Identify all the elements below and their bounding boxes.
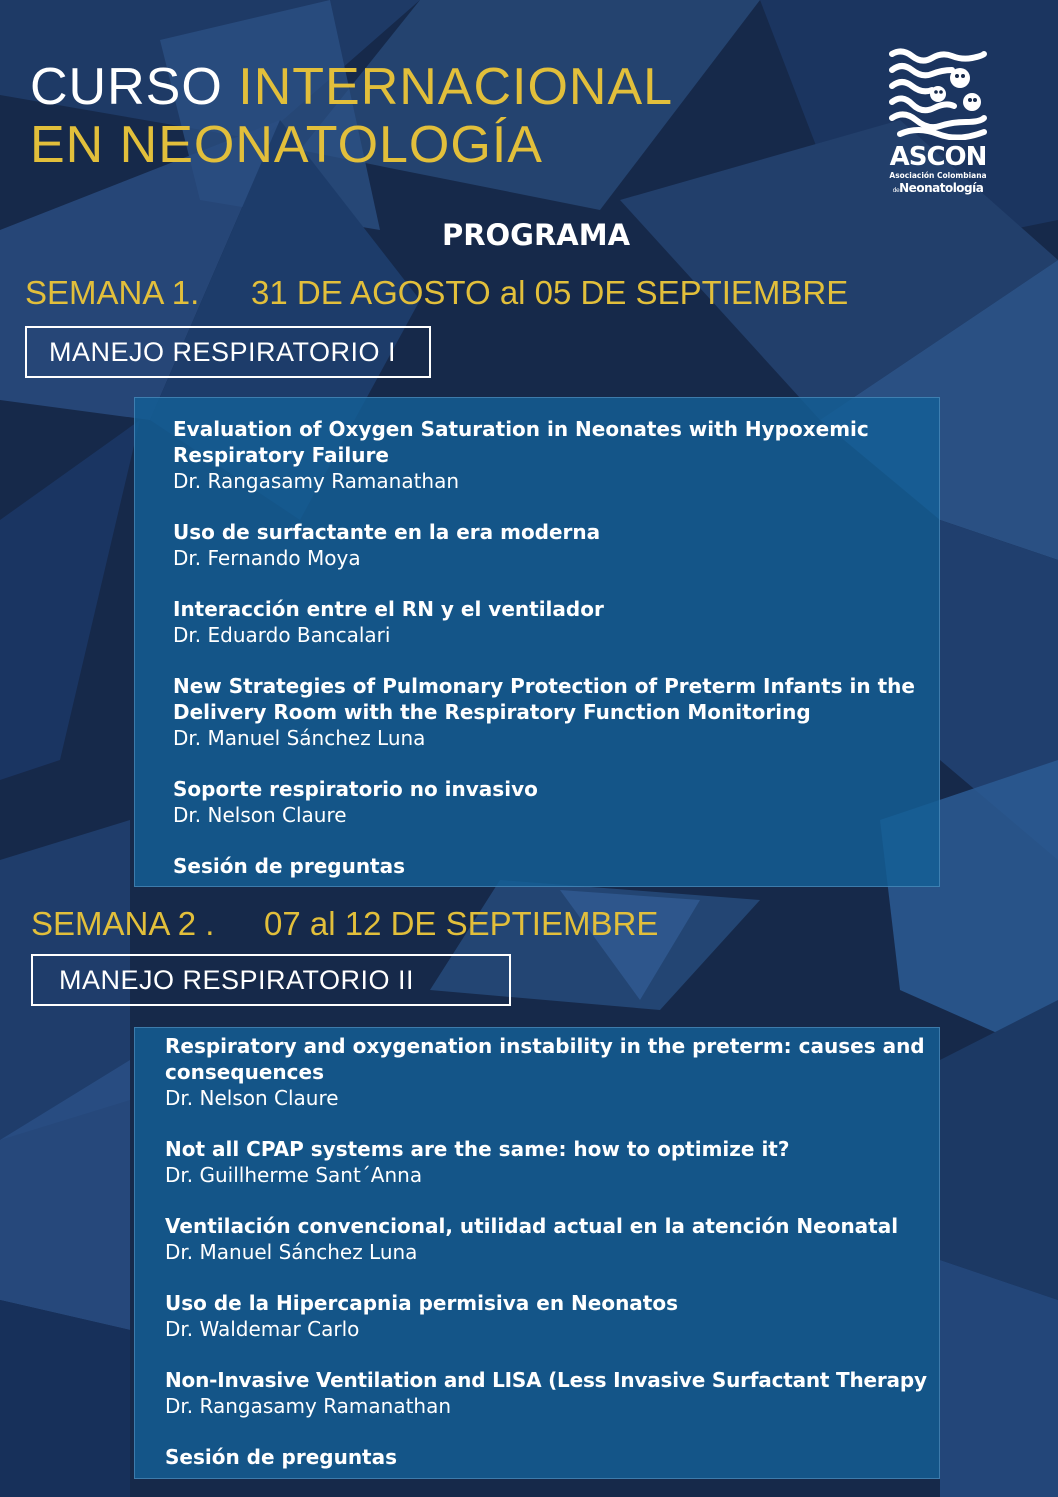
week-2-dates: 07 al 12 DE SEPTIEMBRE: [264, 905, 659, 942]
week-1-label: SEMANA 1.: [25, 274, 200, 311]
session-title: Respiratory and oxygenation instability in the preterm: causes and consequences: [165, 1034, 925, 1084]
session-speaker: Dr. Fernando Moya: [173, 546, 361, 570]
session-title: Not all CPAP systems are the same: how to optimize it?: [165, 1137, 790, 1161]
week-2-sessions-panel: [134, 1027, 940, 1479]
logo-name: ASCON: [889, 142, 987, 172]
session-title: Interacción entre el RN y el ventilador: [173, 597, 604, 621]
session-item: [173, 673, 919, 751]
session-speaker: Dr. Eduardo Bancalari: [173, 623, 391, 647]
session-item: [173, 596, 919, 648]
session-item: [165, 1136, 929, 1188]
session-speaker: Dr. Nelson Claure: [173, 803, 347, 827]
week-1-dates: 31 DE AGOSTO al 05 DE SEPTIEMBRE: [251, 274, 849, 311]
title-line-neonatologia: EN NEONATOLOGÍA: [30, 116, 543, 174]
session-title: Uso de la Hipercapnia permisiva en Neonatos: [165, 1291, 679, 1315]
course-title: [30, 58, 673, 174]
session-title: Non-Invasive Ventilation and LISA (Less Invasive Surfactant Therapy: [165, 1368, 927, 1392]
session-item: [165, 1033, 929, 1111]
session-item: [173, 416, 919, 494]
session-speaker: Dr. Manuel Sánchez Luna: [173, 726, 426, 750]
logo-subtitle-line1: Asociación Colombiana: [889, 171, 987, 180]
session-title: Sesión de preguntas: [165, 1445, 398, 1469]
session-item: [165, 1367, 929, 1419]
week-1-topic-box: MANEJO RESPIRATORIO I: [25, 326, 431, 378]
session-item: [173, 853, 919, 879]
week-1-heading: [25, 274, 865, 314]
session-speaker: Dr. Waldemar Carlo: [165, 1317, 360, 1341]
session-item: [165, 1213, 929, 1265]
logo-subtitle-prefix: de: [892, 187, 900, 194]
session-item: [173, 519, 919, 571]
logo-subtitle-line2: [888, 181, 988, 195]
session-speaker: Dr. Rangasamy Ramanathan: [165, 1394, 452, 1418]
session-speaker: Dr. Manuel Sánchez Luna: [165, 1240, 418, 1264]
session-title: New Strategies of Pulmonary Protection of Preterm Infants in the Delivery Room with the Respiratory Function Monitoring: [173, 674, 915, 724]
program-heading: PROGRAMA: [441, 218, 631, 252]
babies-in-waves-icon: [888, 48, 988, 140]
session-speaker: Dr. Nelson Claure: [165, 1086, 339, 1110]
session-title: Evaluation of Oxygen Saturation in Neonates with Hypoxemic Respiratory Failure: [173, 417, 869, 467]
session-title: Ventilación convencional, utilidad actual en la atención Neonatal: [165, 1214, 899, 1238]
ascon-logo: [888, 48, 988, 200]
session-item: [165, 1444, 929, 1470]
week-1-sessions-panel: [134, 397, 940, 887]
week-2-heading: [31, 905, 671, 945]
week-2-label: SEMANA 2 .: [31, 905, 215, 942]
session-title: Uso de surfactante en la era moderna: [173, 520, 601, 544]
title-word-curso: CURSO: [30, 58, 223, 116]
session-item: [165, 1290, 929, 1342]
session-item: [173, 776, 919, 828]
week-2-topic-box: MANEJO RESPIRATORIO II: [31, 954, 511, 1006]
session-title: Soporte respiratorio no invasivo: [173, 777, 538, 801]
session-title: Sesión de preguntas: [173, 854, 406, 878]
session-speaker: Dr. Guillherme Sant´Anna: [165, 1163, 423, 1187]
title-word-internacional: INTERNACIONAL: [238, 58, 674, 116]
session-speaker: Dr. Rangasamy Ramanathan: [173, 469, 460, 493]
logo-subtitle-word: Neonatología: [899, 181, 984, 195]
